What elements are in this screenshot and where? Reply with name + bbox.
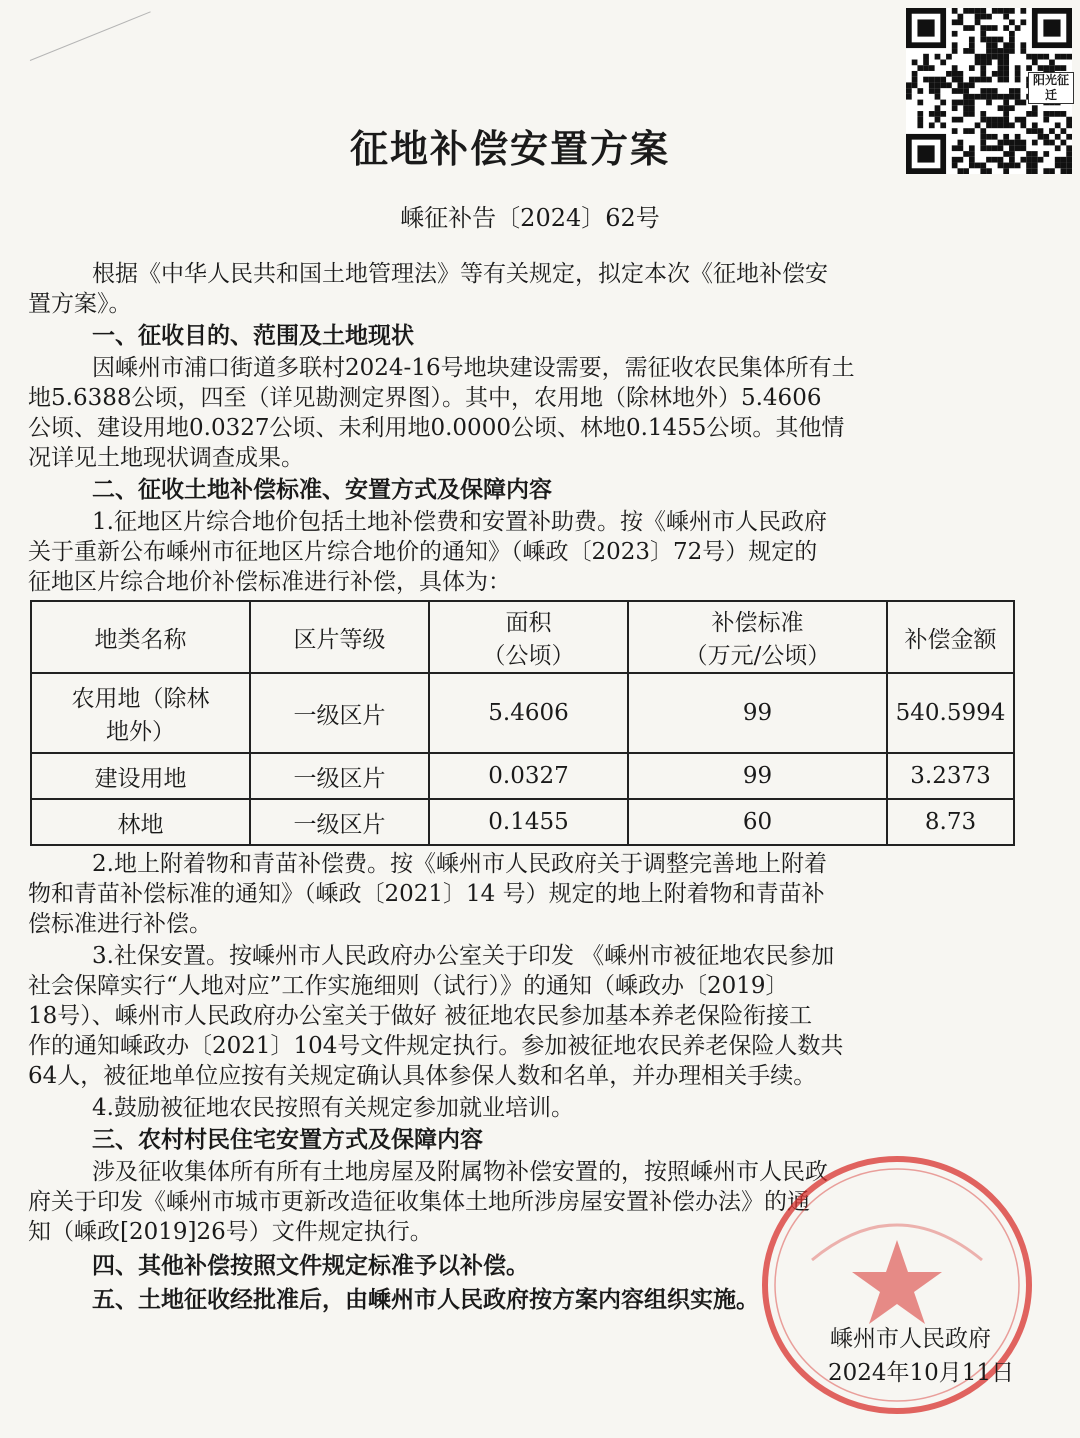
table-cell: 一级区片 <box>250 753 429 799</box>
paragraph-line: 18号）、嵊州市人民政府办公室关于做好 被征地农民参加基本养老保险衔接工 <box>28 1003 813 1029</box>
paragraph-line: 因嵊州市浦口街道多联村2024-16号地块建设需要，需征收农民集体所有土 <box>92 355 855 381</box>
paragraph-line: 偿标准进行补偿。 <box>28 911 212 937</box>
table-header-cell: 补偿金额 <box>887 601 1014 673</box>
table-cell: 60 <box>628 799 887 845</box>
table-header-cell: 区片等级 <box>250 601 429 673</box>
table-cell: 5.4606 <box>429 673 628 753</box>
document-number: 嵊征补告〔2024〕62号 <box>400 204 660 232</box>
table-cell: 540.5994 <box>887 673 1014 753</box>
document-title: 征地补偿安置方案 <box>349 126 670 171</box>
table-header-cell: 面积 （公顷） <box>429 601 628 673</box>
table-cell: 一级区片 <box>250 673 429 753</box>
table-cell: 农用地（除林 地外） <box>31 673 250 753</box>
paragraph-line: 公顷、建设用地0.0327公顷、未利用地0.0000公顷、林地0.1455公顷。其他情 <box>28 415 845 441</box>
intro-line: 根据《中华人民共和国土地管理法》等有关规定，拟定本次《征地补偿安 <box>92 261 828 287</box>
compensation-table <box>30 600 1015 846</box>
paragraph-line: 2.地上附着物和青苗补偿费。按《嵊州市人民政府关于调整完善地上附着 <box>92 851 827 877</box>
paragraph-line: 64人，被征地单位应按有关规定确认具体参保人数和名单，并办理相关手续。 <box>28 1063 817 1089</box>
table-row <box>31 753 1014 799</box>
qr-badge: 阳光征迁 <box>1028 72 1074 104</box>
paragraph-line: 知（嵊政[2019]26号）文件规定执行。 <box>28 1219 433 1245</box>
paragraph-line: 关于重新公布嵊州市征地区片综合地价的通知》（嵊政〔2023〕72号）规定的 <box>28 539 818 565</box>
paragraph-line: 况详见土地现状调查成果。 <box>28 445 304 471</box>
table-row <box>31 673 1014 753</box>
paragraph-line: 涉及征收集体所有所有土地房屋及附属物补偿安置的，按照嵊州市人民政 <box>92 1159 828 1185</box>
table-cell: 99 <box>628 753 887 799</box>
section-heading: 五、土地征收经批准后，由嵊州市人民政府按方案内容组织实施。 <box>92 1286 759 1313</box>
table-cell: 一级区片 <box>250 799 429 845</box>
paragraph-line: 社会保障实行“人地对应”工作实施细则（试行）》的通知（嵊政办〔2019〕 <box>28 973 789 999</box>
table-header-cell: 地类名称 <box>31 601 250 673</box>
table-cell: 建设用地 <box>31 753 250 799</box>
table-header-row <box>31 601 1014 673</box>
signature-date: 2024年10月11日 <box>828 1360 1015 1386</box>
paragraph-line: 3.社保安置。按嵊州市人民政府办公室关于印发 《嵊州市被征地农民参加 <box>92 943 835 969</box>
table-cell: 0.0327 <box>429 753 628 799</box>
section-heading: 一、征收目的、范围及土地现状 <box>92 322 414 349</box>
table-cell: 0.1455 <box>429 799 628 845</box>
scan-mark <box>30 11 151 61</box>
table-cell: 99 <box>628 673 887 753</box>
table-cell: 林地 <box>31 799 250 845</box>
intro-line: 置方案》。 <box>28 291 132 317</box>
paragraph-line: 府关于印发《嵊州市城市更新改造征收集体土地所涉房屋安置补偿办法》的通 <box>28 1189 810 1215</box>
paragraph-line: 地5.6388公顷，四至（详见勘测定界图）。其中，农用地（除林地外）5.4606 <box>28 385 822 411</box>
section-heading: 二、征收土地补偿标准、安置方式及保障内容 <box>92 476 552 503</box>
table-cell: 8.73 <box>887 799 1014 845</box>
paragraph-line: 作的通知嵊政办〔2021〕104号文件规定执行。参加被征地农民养老保险人数共 <box>28 1033 844 1059</box>
paragraph-line: 征地区片综合地价补偿标准进行补偿，具体为： <box>28 569 511 595</box>
section-heading: 三、农村村民住宅安置方式及保障内容 <box>92 1126 483 1153</box>
table-row <box>31 799 1014 845</box>
paragraph-line: 4.鼓励被征地农民按照有关规定参加就业培训。 <box>92 1095 574 1121</box>
table-cell: 3.2373 <box>887 753 1014 799</box>
signature-org: 嵊州市人民政府 <box>830 1326 991 1352</box>
paragraph-line: 1.征地区片综合地价包括土地补偿费和安置补助费。按《嵊州市人民政府 <box>92 509 827 535</box>
table-header-cell: 补偿标准 （万元/公顷） <box>628 601 887 673</box>
paragraph-line: 物和青苗补偿标准的通知》（嵊政〔2021〕14 号）规定的地上附着物和青苗补 <box>28 881 825 907</box>
section-heading: 四、其他补偿按照文件规定标准予以补偿。 <box>92 1252 529 1279</box>
